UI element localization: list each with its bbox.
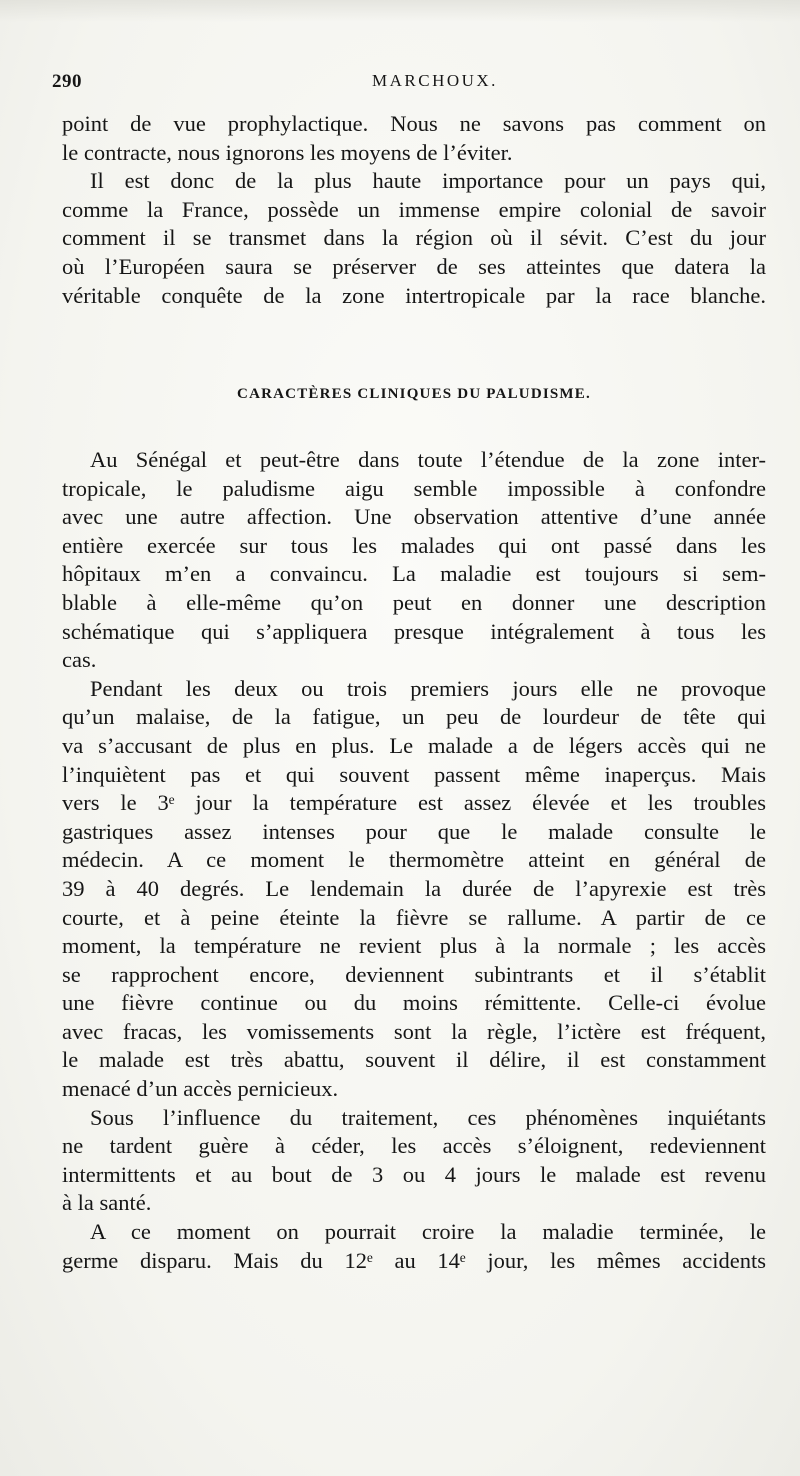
running-head xyxy=(52,71,770,97)
text-line: tropicale, le paludisme aigu semble impossible à confondre xyxy=(62,475,766,501)
text-line: qu’un malaise, de la fatigue, un peu de lourdeur de tête qui xyxy=(62,704,766,730)
text-line: vers le 3ᵉ jour la température est assez élevée et les troubles xyxy=(62,790,766,816)
text-line: avec une autre affection. Une observation attentive d’une année xyxy=(62,504,766,530)
running-title: MARCHOUX. xyxy=(372,71,498,90)
paragraph-block-2 xyxy=(62,446,766,1275)
text-line: comment il se transmet dans la région où il sévit. C’est du jour xyxy=(62,225,766,251)
paragraph-block-1 xyxy=(62,110,766,310)
text-line: à la santé. xyxy=(62,1190,152,1216)
text-line: blable à elle-même qu’on peut en donner une description xyxy=(62,589,766,615)
text-line: intermittents et au bout de 3 ou 4 jours le malade est revenu xyxy=(62,1161,766,1187)
text-line: se rapprochent encore, deviennent subintrants et il s’établit xyxy=(62,961,766,987)
text-line: Il est donc de la plus haute importance pour un pays qui, xyxy=(90,168,766,194)
text-line: gastriques assez intenses pour que le malade consulte le xyxy=(62,818,766,844)
section-heading: CARACTÈRES CLINIQUES DU PALUDISME. xyxy=(237,386,591,402)
text-line: ne tardent guère à céder, les accès s’éloignent, redeviennent xyxy=(62,1133,766,1159)
scan-edge xyxy=(0,0,800,22)
text-line: Au Sénégal et peut-être dans toute l’étendue de la zone inter- xyxy=(90,447,766,472)
text-line: véritable conquête de la zone intertropicale par la race blanche. xyxy=(62,282,766,308)
text-line: 39 à 40 degrés. Le lendemain la durée de l’apyrexie est très xyxy=(62,875,766,901)
text-line: où l’Européen saura se préserver de ses atteintes que datera la xyxy=(62,253,766,279)
text-line: germe disparu. Mais du 12ᵉ au 14ᵉ jour, les mêmes accidents xyxy=(62,1247,766,1273)
text-line: schématique qui s’appliquera presque intégralement à tous les xyxy=(62,618,766,644)
page-number: 290 xyxy=(52,71,82,92)
text-line: menacé d’un accès pernicieux. xyxy=(62,1076,339,1102)
text-line: Sous l’influence du traitement, ces phénomènes inquiétants xyxy=(90,1104,766,1130)
text-line: avec fracas, les vomissements sont la règle, l’ictère est fréquent, xyxy=(62,1018,766,1044)
text-line: le malade est très abattu, souvent il délire, il est constamment xyxy=(62,1047,766,1073)
text-line: point de vue prophylactique. Nous ne savons pas comment on xyxy=(62,111,766,136)
text-line: courte, et à peine éteinte la fièvre se rallume. A partir de ce xyxy=(62,904,766,930)
text-line: entière exercée sur tous les malades qui ont passé dans les xyxy=(62,532,766,558)
text-line: comme la France, possède un immense empire colonial de savoir xyxy=(62,196,766,222)
text-line: A ce moment on pourrait croire la maladie terminée, le xyxy=(90,1219,766,1245)
text-line: moment, la température ne revient plus à la normale ; les accès xyxy=(62,933,766,959)
text-line: hôpitaux m’en a convaincu. La maladie est toujours si sem- xyxy=(62,561,766,587)
text-line: l’inquiètent pas et qui souvent passent même inaperçus. Mais xyxy=(62,761,766,787)
text-line: médecin. A ce moment le thermomètre atteint en général de xyxy=(62,847,766,873)
text-line: cas. xyxy=(62,647,97,673)
text-line: va s’accusant de plus en plus. Le malade a de légers accès qui ne xyxy=(62,732,766,758)
text-line: le contracte, nous ignorons les moyens de l’éviter. xyxy=(62,139,513,165)
text-line: Pendant les deux ou trois premiers jours elle ne provoque xyxy=(90,675,766,701)
text-line: une fièvre continue ou du moins rémittente. Celle-ci évolue xyxy=(62,990,766,1016)
